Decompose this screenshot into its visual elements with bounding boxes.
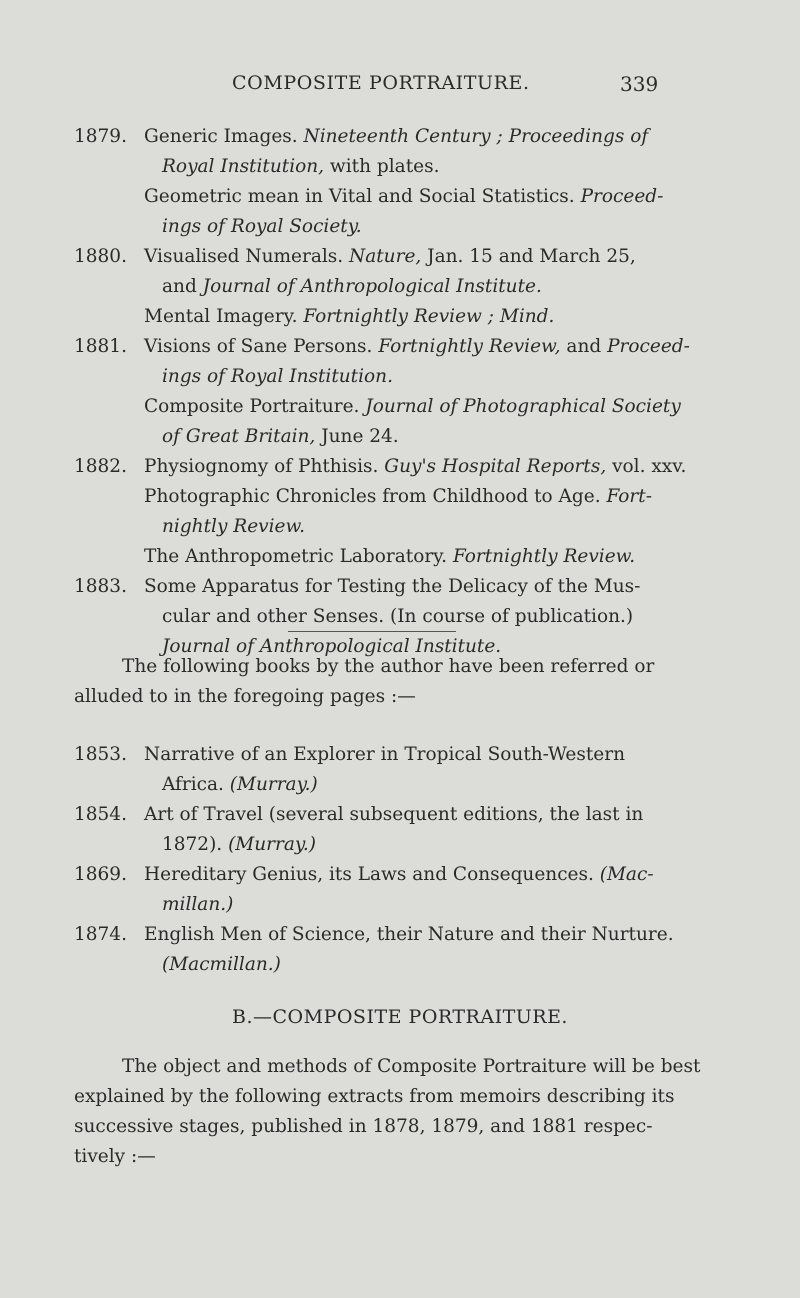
entry-line: nightly Review. [162, 516, 305, 537]
entry-line: Narrative of an Explorer in Tropical South-Western [144, 744, 625, 765]
entry-line: Journal of Anthropological Institute. [162, 636, 502, 657]
entry-line: Visions of Sane Persons. Fortnightly Review, and Proceed- [144, 336, 690, 357]
entry-line: Hereditary Genius, its Laws and Consequences. (Mac- [144, 864, 654, 885]
entry-line: Generic Images. Nineteenth Century ; Proceedings of [144, 126, 649, 147]
paragraph-line: The object and methods of Composite Portraiture will be best [122, 1056, 701, 1077]
entry-year: 1883. [74, 576, 127, 597]
entry-line: (Macmillan.) [162, 954, 281, 975]
entry-line: and Journal of Anthropological Institute. [162, 276, 542, 297]
entry-line: Some Apparatus for Testing the Delicacy of the Mus- [144, 576, 641, 597]
entry-year: 1882. [74, 456, 127, 477]
entry-line: Physiognomy of Phthisis. Guy's Hospital Reports, vol. xxv. [144, 456, 687, 477]
section-divider [288, 631, 456, 632]
entry-line: 1872). (Murray.) [162, 834, 316, 855]
running-title: COMPOSITE PORTRAITURE. [232, 72, 530, 94]
closing-paragraph [74, 1052, 701, 1172]
entry-line: of Great Britain, June 24. [162, 426, 399, 447]
paragraph-line: The following books by the author have been referred or [122, 656, 655, 677]
paragraph-line: explained by the following extracts from memoirs describing its [74, 1086, 675, 1107]
entry-line: The Anthropometric Laboratory. Fortnightly Review. [144, 546, 636, 567]
entry-line: cular and other Senses. (In course of publication.) [162, 606, 634, 627]
entry-year: 1869. [74, 864, 127, 885]
entry-line: Geometric mean in Vital and Social Statistics. Proceed- [144, 186, 664, 207]
entry-line: Royal Institution, with plates. [162, 156, 440, 177]
section-heading: B.—COMPOSITE PORTRAITURE. [232, 1006, 568, 1028]
books-intro-paragraph [74, 652, 672, 712]
entry-year: 1880. [74, 246, 127, 267]
entry-line: Photographic Chronicles from Childhood to Age. Fort- [144, 486, 652, 507]
entry-line: ings of Royal Institution. [162, 366, 393, 387]
entry-line: ings of Royal Society. [162, 216, 362, 237]
entry-line: Visualised Numerals. Nature, Jan. 15 and March 25, [144, 246, 636, 267]
paragraph-line: tively :— [74, 1146, 156, 1167]
entry-line: English Men of Science, their Nature and their Nurture. [144, 924, 674, 945]
entry-line: Composite Portraiture. Journal of Photographical Society [144, 396, 681, 417]
entry-line: millan.) [162, 894, 234, 915]
running-header [0, 72, 800, 108]
entry-line: Africa. (Murray.) [162, 774, 318, 795]
entry-year: 1854. [74, 804, 127, 825]
entry-line: Art of Travel (several subsequent editions, the last in [144, 804, 644, 825]
entry-year: 1881. [74, 336, 127, 357]
page-number: 339 [620, 72, 659, 96]
entry-year: 1853. [74, 744, 127, 765]
entry-year: 1879. [74, 126, 127, 147]
paragraph-line: alluded to in the foregoing pages :— [74, 686, 416, 707]
paragraph-line: successive stages, published in 1878, 1879, and 1881 respec- [74, 1116, 653, 1137]
entry-year: 1874. [74, 924, 127, 945]
entry-line: Mental Imagery. Fortnightly Review ; Mind. [144, 306, 555, 327]
